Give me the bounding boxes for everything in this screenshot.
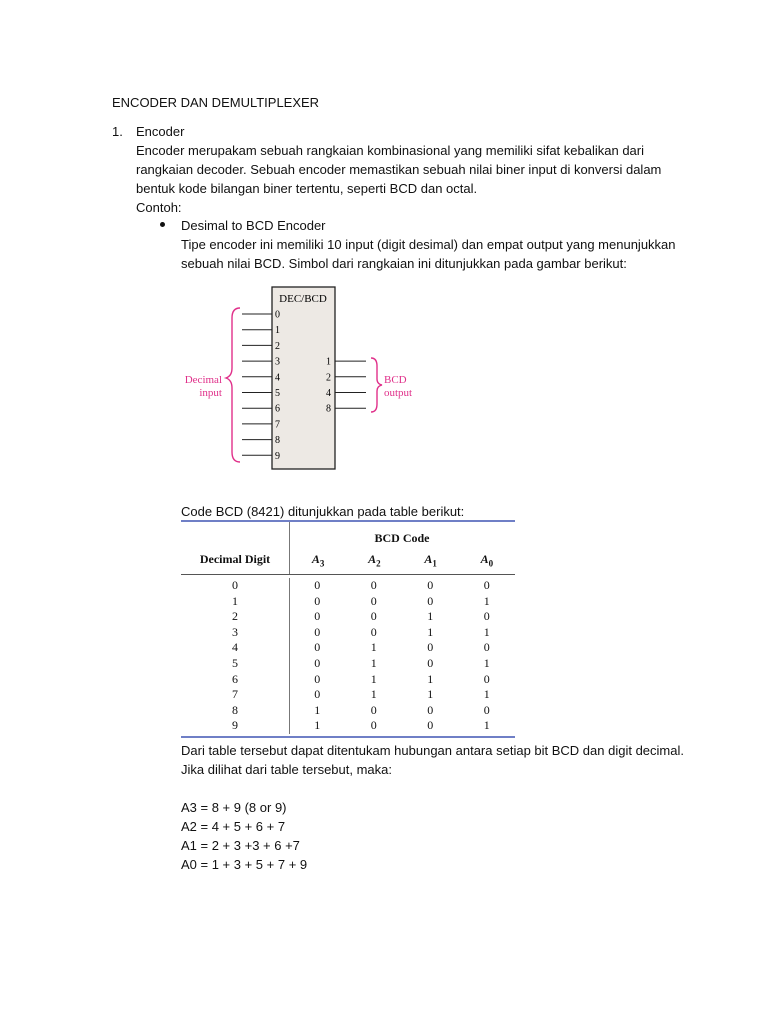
- bcd-bit-cell: 0: [427, 702, 434, 717]
- input-pin-label: 9: [275, 450, 280, 462]
- decimal-digit-cell: 6: [232, 671, 238, 686]
- bcd-bit-cell: 0: [314, 671, 321, 686]
- bcd-bit-cell: 0: [314, 578, 321, 592]
- bcd-bit-cell: 0: [314, 640, 321, 655]
- equation: A0 = 1 + 3 + 5 + 7 + 9: [181, 857, 308, 872]
- table-row: [181, 687, 515, 703]
- bcd-bit-cell: 1: [314, 702, 321, 717]
- table-row: [181, 609, 515, 625]
- input-pin-label: 6: [275, 403, 280, 415]
- input-brace-icon: [226, 308, 240, 462]
- paragraph-line: Dari table tersebut dapat ditentukam hubungan antara setiap bit BCD dan digit decimal.: [181, 743, 684, 758]
- right-label-line: output: [384, 387, 413, 399]
- bcd-bit-cell: 1: [483, 624, 490, 639]
- output-pin-label: 8: [326, 403, 331, 415]
- bcd-bit-cell: 0: [483, 640, 490, 655]
- bcd-bit-cell: 0: [427, 640, 434, 655]
- bcd-table-container: [181, 520, 515, 738]
- table-row: [181, 718, 515, 734]
- header-rule: [181, 574, 515, 575]
- bullet-title: Desimal to BCD Encoder: [181, 218, 326, 233]
- bcd-bit-cell: 0: [314, 655, 321, 670]
- bcd-bit-cell: 0: [370, 578, 377, 592]
- block-label: DEC/BCD: [279, 293, 327, 305]
- input-pin-label: 8: [275, 435, 280, 447]
- left-label-line: input: [199, 387, 222, 399]
- column-divider: [289, 578, 290, 734]
- bcd-bit-cell: 1: [370, 655, 377, 670]
- bcd-bit-cell: 0: [370, 624, 377, 639]
- output-pin-label: 2: [326, 372, 331, 384]
- output-pin-label: 4: [326, 388, 331, 399]
- paragraph-line: Encoder merupakam sebuah rangkaian kombinasional yang memiliki sifat kebalikan dari: [136, 143, 644, 158]
- section-number: 1.: [112, 124, 123, 139]
- header-a2: $A_2$: [368, 552, 381, 569]
- bullet-dot-icon: [160, 222, 165, 227]
- bcd-bit-cell: 0: [314, 687, 321, 702]
- input-pin-label: 2: [275, 340, 280, 352]
- left-label-line: Decimal: [184, 374, 222, 386]
- right-label-line: BCD: [384, 374, 407, 386]
- table-row: [181, 672, 515, 688]
- table-caption: Code BCD (8421) ditunjukkan pada table berikut:: [181, 504, 465, 519]
- bcd-bit-cell: 0: [370, 609, 377, 624]
- decimal-digit-cell: 2: [232, 609, 238, 624]
- header-a0: $A_0$: [480, 552, 494, 569]
- input-pin-label: 3: [275, 356, 280, 368]
- bcd-table: [181, 578, 515, 734]
- bcd-bit-cell: 1: [483, 687, 490, 702]
- bcd-bit-cell: 1: [314, 718, 321, 733]
- section-heading: Encoder: [136, 124, 185, 139]
- output-pin-label: 1: [326, 356, 331, 368]
- bcd-bit-cell: 0: [427, 593, 434, 608]
- decimal-digit-cell: 5: [232, 655, 238, 670]
- equation: A2 = 4 + 5 + 6 + 7: [181, 819, 286, 834]
- bcd-bit-cell: 1: [370, 640, 377, 655]
- equation: A1 = 2 + 3 +3 + 6 +7: [181, 838, 300, 853]
- paragraph-line: Jika dilihat dari table tersebut, maka:: [181, 762, 392, 777]
- output-brace-icon: [371, 358, 382, 412]
- input-pin-label: 1: [275, 325, 280, 337]
- bcd-bit-cell: 0: [427, 578, 434, 592]
- table-row: [181, 625, 515, 641]
- decimal-digit-cell: 8: [232, 702, 238, 717]
- table-row: [181, 703, 515, 719]
- bcd-bit-cell: 1: [483, 655, 490, 670]
- bcd-bit-cell: 0: [483, 671, 490, 686]
- header-a3: $A_3$: [311, 552, 325, 569]
- group-header: BCD Code: [374, 531, 430, 545]
- bcd-bit-cell: 1: [427, 687, 434, 702]
- decimal-digit-cell: 7: [232, 687, 238, 702]
- decimal-digit-cell: 4: [232, 640, 238, 655]
- equation: A3 = 8 + 9 (8 or 9): [181, 800, 287, 815]
- bcd-bit-cell: 1: [427, 624, 434, 639]
- input-pin-label: 0: [275, 309, 280, 321]
- table-row: [181, 640, 515, 656]
- bcd-bit-cell: 0: [483, 578, 490, 592]
- table-row: [181, 656, 515, 672]
- paragraph-line: rangkaian decoder. Sebuah encoder memastikan sebuah nilai biner input di konversi dalam: [136, 162, 662, 177]
- bcd-bit-cell: 1: [370, 687, 377, 702]
- bcd-bit-cell: 0: [314, 609, 321, 624]
- paragraph-line: bentuk kode bilangan biner tertentu, seperti BCD dan octal.: [136, 181, 478, 196]
- bcd-bit-cell: 0: [370, 718, 377, 733]
- decimal-digit-cell: 9: [232, 718, 238, 733]
- bcd-bit-cell: 0: [427, 655, 434, 670]
- bcd-bit-cell: 0: [370, 593, 377, 608]
- bcd-bit-cell: 1: [370, 671, 377, 686]
- bcd-bit-cell: 1: [483, 593, 490, 608]
- bcd-bit-cell: 0: [427, 718, 434, 733]
- bcd-bit-cell: 0: [483, 702, 490, 717]
- bcd-bit-cell: 0: [314, 624, 321, 639]
- bcd-bit-cell: 0: [370, 702, 377, 717]
- decimal-digit-cell: 3: [232, 624, 238, 639]
- bcd-bit-cell: 1: [427, 671, 434, 686]
- input-pin-label: 5: [275, 388, 280, 399]
- paragraph-line: Tipe encoder ini memiliki 10 input (digit desimal) dan empat output yang menunjukkan: [181, 237, 676, 252]
- decimal-digit-cell: 0: [232, 578, 238, 592]
- example-label: Contoh:: [136, 200, 182, 215]
- input-pin-label: 7: [275, 419, 280, 431]
- table-bottom-rule: [181, 736, 515, 738]
- table-row: [181, 578, 515, 594]
- header-a1: $A_1$: [424, 552, 437, 569]
- decimal-digit-cell: 1: [232, 593, 238, 608]
- input-pin-label: 4: [275, 372, 280, 384]
- bcd-bit-cell: 0: [483, 609, 490, 624]
- table-row: [181, 594, 515, 610]
- bcd-bit-cell: 1: [483, 718, 490, 733]
- paragraph-line: sebuah nilai BCD. Simbol dari rangkaian ini ditunjukkan pada gambar berikut:: [181, 256, 627, 271]
- encoder-diagram: [180, 284, 420, 474]
- bcd-bit-cell: 1: [427, 609, 434, 624]
- bcd-bit-cell: 0: [314, 593, 321, 608]
- header-decimal-digit: Decimal Digit: [199, 552, 271, 566]
- document-title: ENCODER DAN DEMULTIPLEXER: [112, 95, 320, 110]
